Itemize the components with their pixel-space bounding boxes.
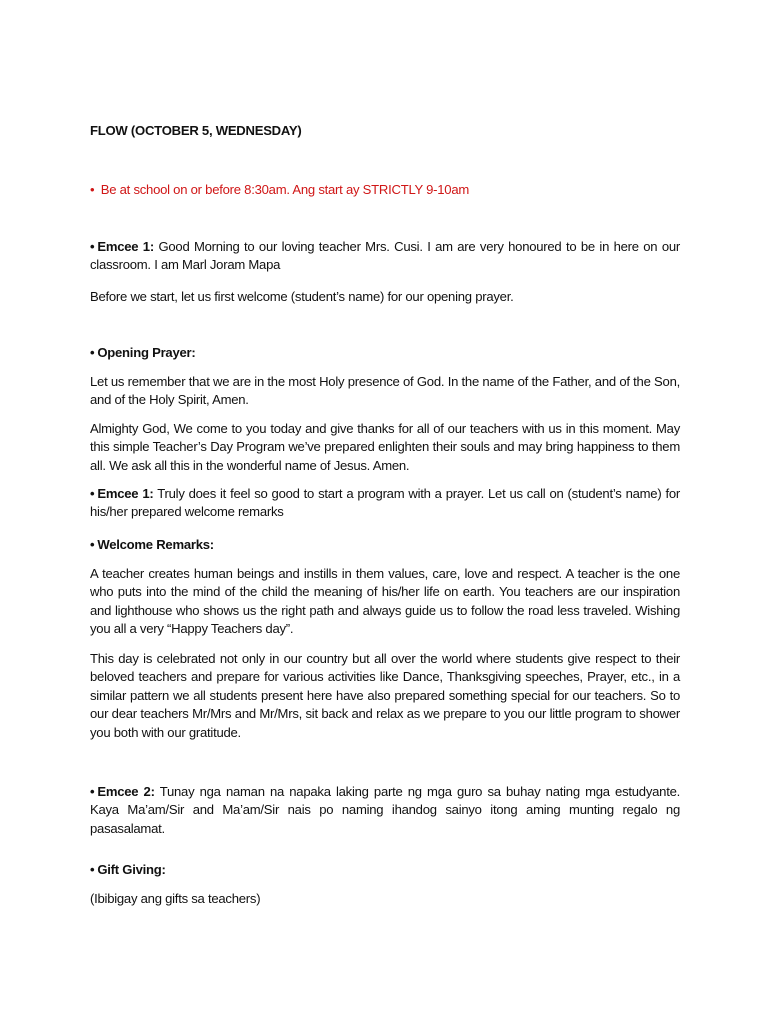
bullet-icon: • <box>90 862 95 877</box>
emcee2-text: Tunay nga naman na napaka laking parte ng mga guro sa buhay nating mga estudyante. Kaya Ma’am/Sir and Ma’am/Sir nais po naming ihandog sainyo itong aming munting regalo ng pasasalamat. <box>90 784 681 836</box>
welcome-remarks-label: Welcome Remarks: <box>97 537 214 552</box>
reminder-text: Be at school on or before 8:30am. Ang start ay STRICTLY 9-10am <box>100 182 470 197</box>
gift-giving-label: Gift Giving: <box>97 862 166 877</box>
opening-prayer-paragraph-2: Almighty God, We come to you today and give thanks for all of our teachers with us in this moment. May this simple Teacher’s Day Program we’ve prepared enlighten their souls and may bring happiness to them all. We ask all this in the wonderful name of Jesus. Amen. <box>90 421 680 473</box>
document-title: FLOW (OCTOBER 5, WEDNESDAY) <box>90 123 302 138</box>
emcee2-label: Emcee 2: <box>97 784 155 799</box>
bullet-icon: • <box>90 182 95 197</box>
emcee1-prayer-call: Before we start, let us first welcome (student’s name) for our opening prayer. <box>90 289 514 304</box>
emcee1-intro-text: Good Morning to our loving teacher Mrs. Cusi. I am are very honoured to be in here on our classroom. I am Marl Joram Mapa <box>90 239 680 273</box>
opening-prayer-paragraph-1: Let us remember that we are in the most Holy presence of God. In the name of the Father, and of the Son, and of the Holy Spirit, Amen. <box>90 374 680 408</box>
emcee1-welcome-call <box>90 485 680 522</box>
welcome-remarks-paragraph-1: A teacher creates human beings and instills in them values, care, love and respect. A teacher is the one who puts into the mind of the child the meaning of his/her life on earth. You teachers are our inspiration and lighthouse who shows us the right path and always guide us to follow the road less traveled. Wishing you all a very “Happy Teachers day”. <box>90 566 680 637</box>
bullet-icon: • <box>90 537 95 552</box>
emcee1-intro-label: Emcee 1: <box>97 239 154 254</box>
opening-prayer-label: Opening Prayer: <box>97 345 196 360</box>
welcome-remarks-paragraph-2: This day is celebrated not only in our country but all over the world where students give respect to their beloved teachers and prepare for various activities like Dance, Thanksgiving speeches, Prayer, etc., in a similar pattern we all students present here have also prepared something special for our teachers. So to our dear teachers Mr/Mrs and Mr/Mrs, sit back and relax as we prepare to you our little program to shower you both with our gratitude. <box>90 651 680 740</box>
reminder-line <box>90 181 680 199</box>
document-body <box>90 122 681 906</box>
gift-giving-text: (Ibibigay ang gifts sa teachers) <box>90 891 261 906</box>
emcee2-speech <box>90 783 680 838</box>
emcee1-welcome-label: Emcee 1: <box>97 486 154 501</box>
bullet-icon: • <box>90 784 95 799</box>
bullet-icon: • <box>90 239 95 254</box>
emcee1-intro <box>90 238 680 275</box>
gift-giving-heading <box>90 861 680 879</box>
welcome-remarks-heading <box>90 536 680 554</box>
opening-prayer-heading <box>90 344 680 362</box>
bullet-icon: • <box>90 486 95 501</box>
emcee1-welcome-text: Truly does it feel so good to start a program with a prayer. Let us call on (student’s name) for his/her prepared welcome remarks <box>90 486 680 520</box>
bullet-icon: • <box>90 345 95 360</box>
